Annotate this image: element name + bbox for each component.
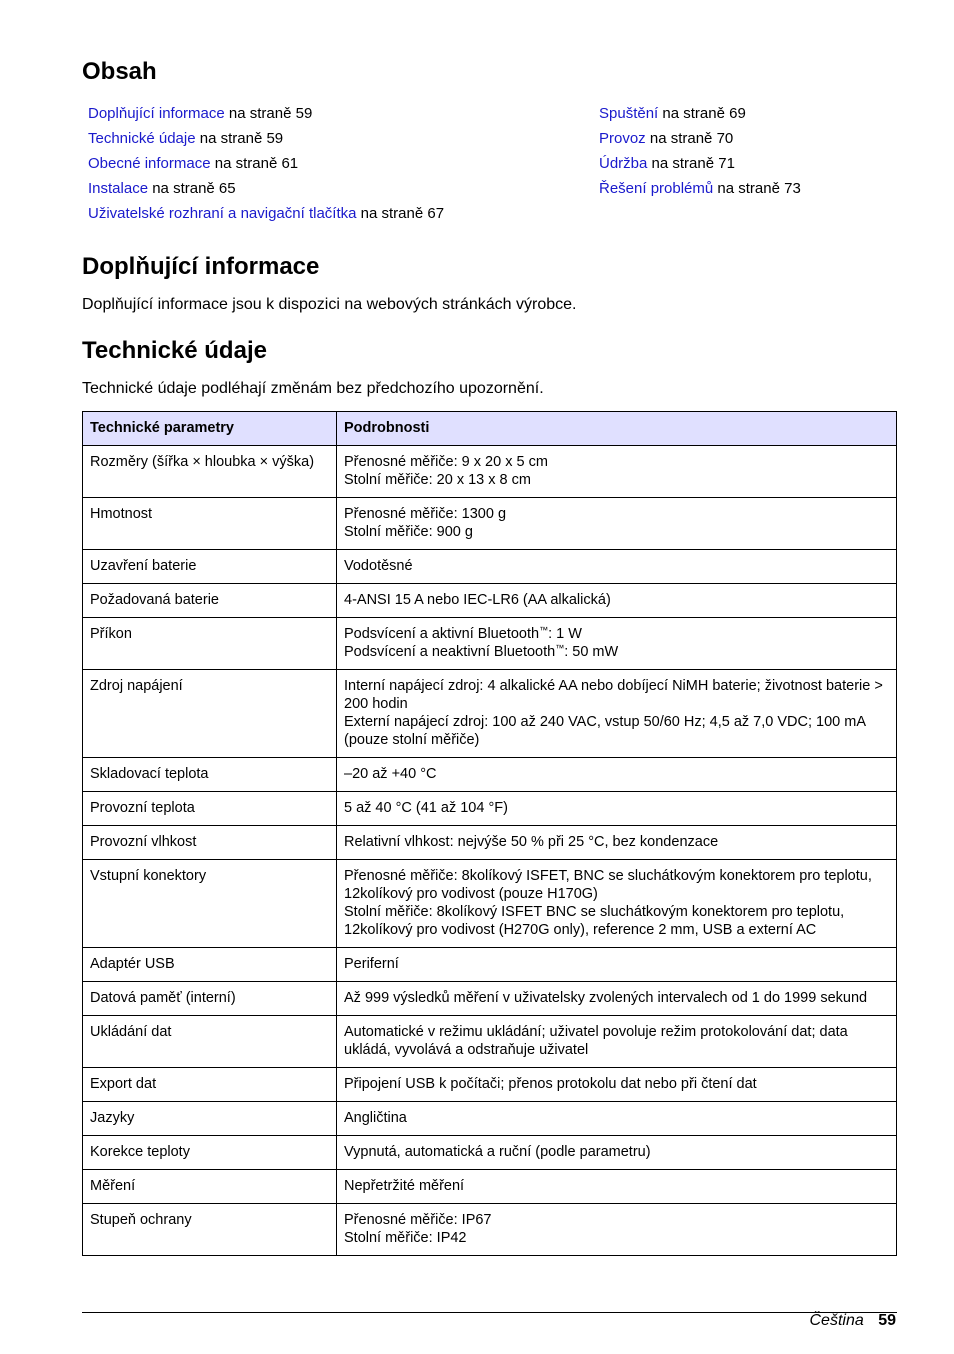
header-details: Podrobnosti [337,412,897,446]
table-row [83,1204,897,1256]
details-cell [337,618,897,670]
table-row [83,792,897,826]
details-cell [337,670,897,758]
details-line: Stolní měřiče: IP42 [344,1230,467,1246]
details-line: Připojení USB k počítači; přenos protokolu dat nebo při čtení dat [344,1076,757,1092]
table-row [83,860,897,948]
details-line: 5 až 40 °C (41 až 104 °F) [344,800,508,816]
table-row [83,584,897,618]
table-row [83,982,897,1016]
details-cell [337,1068,897,1102]
toc-page-ref: na straně 59 [195,130,284,147]
toc-page-ref: na straně 69 [658,105,746,122]
details-cell [337,1204,897,1256]
table-row [83,1170,897,1204]
details-line: Interní napájecí zdroj: 4 alkalické AA nebo dobíjecí NiMH baterie; životnost baterie > 200 hodin [344,678,883,712]
parameter-cell: Vstupní konektory [83,860,337,948]
details-line: Až 999 výsledků měření v uživatelsky zvolených intervalech od 1 do 1999 sekund [344,990,868,1006]
table-row [83,1102,897,1136]
details-cell [337,948,897,982]
section-text-supplementary: Doplňující informace jsou k dispozici na webových stránkách výrobce. [82,296,577,313]
details-cell [337,1170,897,1204]
parameter-cell: Měření [83,1170,337,1204]
page-number: 59 [878,1312,896,1329]
toc-entry [88,154,444,179]
toc-entry [88,129,444,154]
toc-entry [599,104,801,129]
details-cell [337,826,897,860]
toc-page-ref: na straně 70 [645,130,734,147]
toc-link[interactable]: Řešení problémů [599,180,714,197]
table-header-row [83,412,897,446]
details-line: Automatické v režimu ukládání; uživatel povoluje režim protokolování dat; data ukládá, vyvolává a odstraňuje uživatel [344,1024,848,1058]
details-line: Vodotěsné [344,558,413,574]
details-line: Relativní vlhkost: nejvýše 50 % při 25 °C, bez kondenzace [344,834,719,850]
toc-link[interactable]: Instalace [88,180,149,197]
toc-link[interactable]: Obecné informace [88,155,211,172]
parameter-cell: Skladovací teplota [83,758,337,792]
details-cell [337,584,897,618]
parameter-cell: Adaptér USB [83,948,337,982]
toc-entry [599,179,801,204]
details-line: Externí napájecí zdroj: 100 až 240 VAC, vstup 50/60 Hz; 4,5 až 7,0 VDC; 100 mA (pouze stolní měřiče) [344,714,866,748]
parameter-cell: Datová paměť (interní) [83,982,337,1016]
details-line: Přenosné měřiče: 8kolíkový ISFET, BNC se sluchátkovým konektorem pro teplotu, 12kolíkový pro vodivost (pouze H170G) [344,868,872,902]
parameter-cell: Příkon [83,618,337,670]
toc-page-ref: na straně 61 [210,155,299,172]
parameter-cell: Zdroj napájení [83,670,337,758]
parameter-cell: Korekce teploty [83,1136,337,1170]
parameter-cell: Stupeň ochrany [83,1204,337,1256]
table-row [83,1068,897,1102]
toc-page-ref: na straně 73 [713,180,801,197]
parameter-cell: Uzavření baterie [83,550,337,584]
table-row [83,826,897,860]
details-line: –20 až +40 °C [344,766,437,782]
toc-link[interactable]: Doplňující informace [88,105,225,122]
toc-link[interactable]: Spuštění [599,105,659,122]
parameter-cell: Export dat [83,1068,337,1102]
details-line: Přenosné měřiče: 1300 g [344,506,507,522]
details-line: 4-ANSI 15 A nebo IEC-LR6 (AA alkalická) [344,592,611,608]
details-line: Stolní měřiče: 900 g [344,524,473,540]
table-row [83,618,897,670]
toc-page-ref: na straně 71 [647,155,735,172]
table-row [83,446,897,498]
table-row [83,1136,897,1170]
details-cell [337,550,897,584]
details-line: Podsvícení a neaktivní Bluetooth™: 50 mW [344,643,619,660]
details-line: Stolní měřiče: 20 x 13 x 8 cm [344,472,531,488]
details-line: Stolní měřiče: 8kolíkový ISFET BNC se sluchátkovým konektorem pro teplotu, 12kolíkový pro vodivost (H270G only), reference 2 mm, USB a externí AC [344,904,845,938]
toc-entry [599,154,801,179]
details-cell [337,1136,897,1170]
table-row [83,550,897,584]
table-row [83,498,897,550]
footer-language: Čeština [809,1312,864,1329]
table-body [83,446,897,1256]
section-title-specifications: Technické údaje [82,337,267,364]
toc-link[interactable]: Technické údaje [88,130,196,147]
toc-page-ref: na straně 65 [148,180,236,197]
parameter-cell: Hmotnost [83,498,337,550]
toc-link[interactable]: Provoz [599,130,646,147]
section-text-specifications: Technické údaje podléhají změnám bez předchozího upozornění. [82,380,544,397]
details-cell [337,860,897,948]
toc-left-column [88,104,444,229]
toc-right-column [599,104,801,204]
header-parameter: Technické parametry [83,412,337,446]
details-line: Přenosné měřiče: IP67 [344,1212,492,1228]
parameter-cell: Provozní vlhkost [83,826,337,860]
parameter-cell: Rozměry (šířka × hloubka × výška) [83,446,337,498]
page-footer [810,1312,897,1330]
details-line: Nepřetržité měření [344,1178,465,1194]
table-row [83,1016,897,1068]
section-title-supplementary: Doplňující informace [82,253,320,280]
toc-entry [599,129,801,154]
toc-entry [88,179,444,204]
table-row [83,948,897,982]
table-row [83,758,897,792]
table-row [83,670,897,758]
footer-divider [82,1312,897,1313]
parameter-cell: Ukládání dat [83,1016,337,1068]
details-cell [337,982,897,1016]
parameter-cell: Provozní teplota [83,792,337,826]
details-cell [337,758,897,792]
toc-link[interactable]: Údržba [599,155,648,172]
details-line: Podsvícení a aktivní Bluetooth™: 1 W [344,625,582,642]
toc-page-ref: na straně 59 [224,105,313,122]
details-cell [337,792,897,826]
details-cell [337,498,897,550]
parameter-cell: Požadovaná baterie [83,584,337,618]
details-cell [337,446,897,498]
toc-link[interactable]: Uživatelské rozhraní a navigační tlačítka [88,205,357,222]
specifications-table [82,411,897,1256]
toc-entry [88,104,444,129]
parameter-cell: Jazyky [83,1102,337,1136]
toc-entry [88,204,444,229]
details-line: Vypnutá, automatická a ruční (podle parametru) [344,1144,651,1160]
toc-title: Obsah [82,58,157,85]
details-line: Přenosné měřiče: 9 x 20 x 5 cm [344,454,548,470]
details-line: Periferní [344,956,399,972]
details-cell [337,1102,897,1136]
details-cell [337,1016,897,1068]
toc-page-ref: na straně 67 [356,205,445,222]
details-line: Angličtina [344,1110,407,1126]
